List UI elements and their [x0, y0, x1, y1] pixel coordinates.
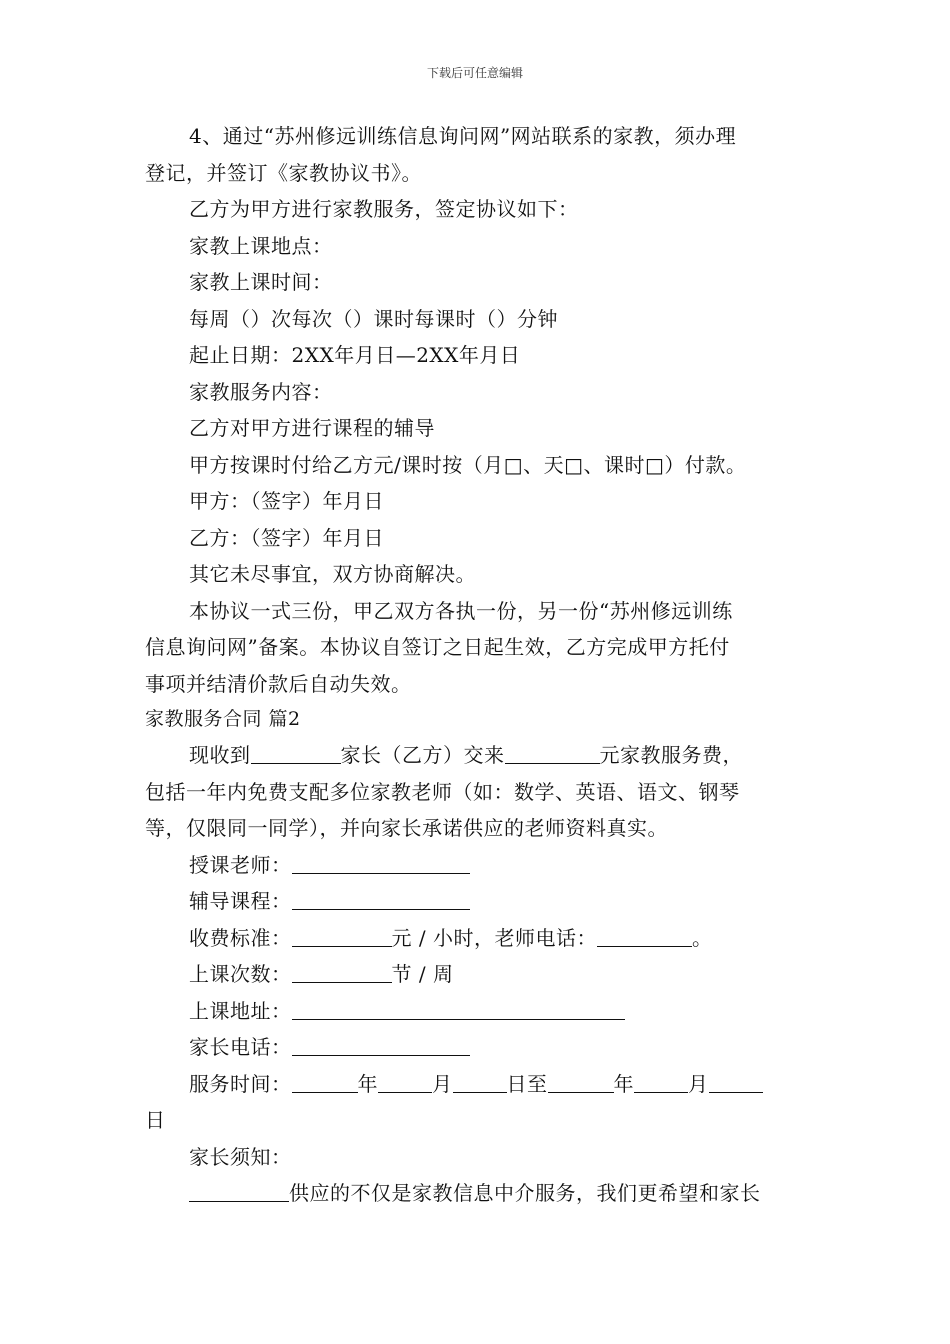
party-b-signature: 乙方：（签字）年月日: [189, 525, 384, 550]
blank-field: [548, 1070, 614, 1093]
blank-field: [251, 741, 341, 764]
blank-field: [453, 1070, 507, 1093]
address-field: 上课地址：: [145, 993, 810, 1030]
payment-terms: 甲方按课时付给乙方元/课时按（月□、天□、课时□）付款。: [189, 452, 747, 477]
copies-clause-line3: 事项并结清价款后自动失效。: [145, 671, 412, 696]
other-matters: 其它未尽事宜，双方协商解决。: [189, 562, 476, 586]
service-time-field: 服务时间： 年 月 日至 年 月: [145, 1066, 810, 1103]
lesson-time: 家教上课时间：: [189, 270, 333, 294]
section-2-title: 家教服务合同 篇2: [145, 708, 301, 730]
parent-notice-title: 家长须知：: [189, 1144, 292, 1169]
document-body: [145, 118, 810, 1212]
teacher-field: 授课老师：: [145, 847, 810, 884]
blank-field: [292, 1070, 358, 1093]
fee-field: 收费标准： 元 / 小时，老师电话： 。: [189, 925, 713, 950]
course-field: 辅导课程：: [145, 883, 810, 920]
para-4-line2: 登记，并签订《家教协议书》。: [145, 160, 422, 185]
receipt-line1: 现收到 家长（乙方）交来 元家教服务费，: [189, 743, 743, 767]
blank-field: [292, 997, 625, 1020]
party-a-signature: 甲方：（签字）年月日: [189, 489, 384, 513]
date-range: 起止日期：2XX年月日—2XX年月日: [189, 343, 521, 367]
parent-notice-text: 供应的不仅是家教信息中介服务，我们更希望和家长: [145, 1175, 810, 1212]
blank-field: [597, 924, 692, 947]
lesson-location: 家教上课地点：: [189, 233, 333, 258]
blank-field: [292, 1033, 470, 1056]
lesson-count-field: 上课次数： 节 / 周: [189, 962, 454, 986]
blank-field: [505, 741, 600, 764]
receipt-line3: 等，仅限同一同学），并向家长承诺供应的老师资料真实。: [145, 816, 668, 840]
blank-field: [709, 1070, 763, 1093]
service-content-label: 家教服务内容：: [189, 379, 333, 404]
page-header: 下载后可任意编辑: [426, 66, 523, 80]
parent-phone-field: 家长电话：: [145, 1029, 810, 1066]
blank-field: [292, 851, 470, 874]
blank-field: [292, 887, 470, 910]
blank-field: [634, 1070, 688, 1093]
blank-field: [292, 924, 392, 947]
blank-field: [292, 960, 392, 983]
copies-clause-line1: 本协议一式三份，甲乙双方各执一份，另一份“苏州修远训练: [189, 598, 733, 623]
receipt-line2: 包括一年内免费支配多位家教老师（如：数学、英语、语文、钢琴: [145, 779, 740, 804]
blank-field: [189, 1179, 289, 1202]
copies-clause-line2: 信息询问网”备案。本协议自签订之日起生效，乙方完成甲方托付: [145, 635, 730, 659]
lesson-frequency: 每周（）次每次（）课时每课时（）分钟: [189, 306, 558, 331]
agreement-intro: 乙方为甲方进行家教服务，签定协议如下：: [189, 197, 579, 221]
para-4-line1: 4、通过“苏州修远训练信息询问网”网站联系的家教，须办理: [189, 124, 737, 148]
blank-field: [378, 1070, 432, 1093]
service-content: 乙方对甲方进行课程的辅导: [189, 416, 435, 440]
service-time-day: 日: [145, 1108, 166, 1132]
